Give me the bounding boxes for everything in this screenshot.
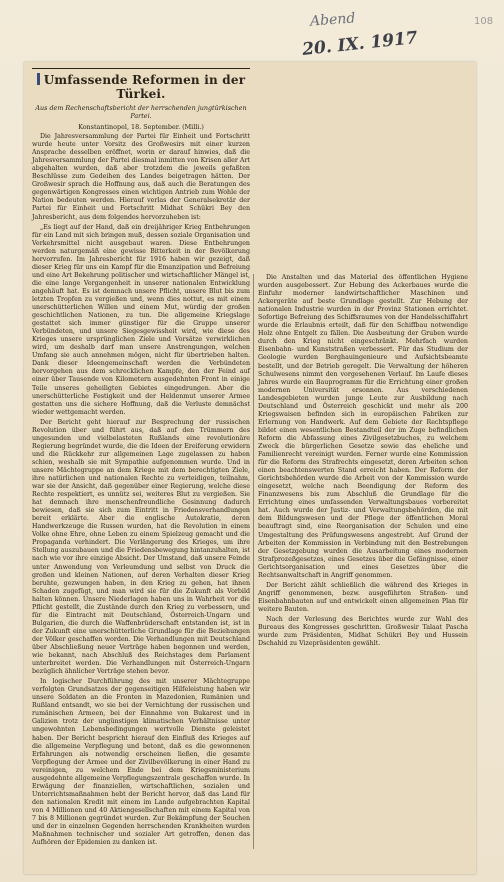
paragraph: „Es liegt auf der Hand, daß ein dreijähriger Krieg Entbehrungen für ein Land mit sich bringen muß, dessen soziale Organisation und Verkehrsmittel nicht ausgebaut waren. Diese Entbehrungen werden naturgemäß eine gewisse Bitterkeit in der Bevölkerung hervorrufen. Im Jahresbericht für 1916 haben wir gezeigt, daß dieser Krieg für uns ein Kampf für die Emanzipation und Befreiung und eine Art Bekehrung politischer und wirtschaftlicher Mängel ist, die eine lange Vergangenheit in unserer nationalen Entwicklung angehäuft hat. Es ist demnach unsere Pflicht, unsere Blut bis zum letzten Tropfen zu vergießen und, wenn dies nottut, es mit einem unerschütterlichen Willen und einem Mut, würdig der großen geschichtlichen Nationen, zu tun. Die allgemeine Kriegslage gestattet sich immer günstiger für die Gruppe unserer Verbündeten, und unsere Siegesgewissheit wird, wie diese des Krieges unsere ursprünglichen Ziele und Vorsätze verwirklichen wird, um deshalb darf man unsere Anstrengungen, welchen Umfang sie auch annehmen mögen, nicht für übertrieben halten. Dank dieser Ideengemeinschaft werden die Verbündeten hervorgehen aus dem schrecklichen Kampfe, den der Feind auf einer über Tausende von Kilometern ausgedehnten Front in einige Teile unseres geheiligten Gebietes eingedrungen. Aber die unerschütterliche Festigkeit und der Heldenmut unserer Armee gestatten uns die sichere Hoffnung, daß die Verluste demnächst wieder wettgemacht werden. bbox=[32, 223, 250, 416]
paragraph: Die Anstalten und das Material des öffentlichen Hygiene wurden ausgebessert. Zur Hebung des Ackerbaues wurde die Einfuhr moderner landwirtschaftlicher Maschinen und Ackergeräte auf beste Grundlage gestellt. Zur Hebung der nationalen Industrie wurden in der Provinz Stationen errichtet. Sofortige Befreiung des Schiffsraumes von der Handelsschiffahrt wurde die Erlaubnis erteilt, daß für den Schiffbau notwendige Holz ohne Entgelt zu fällen. Die Ausbeutung der Gruben wurde durch den Krieg nicht eingeschränkt. Mehrfach wurden Eisenbahn- und Kunststraßen verbessert. Für das Studium der Geologie wurden Berghauingenieure und Aufsichtsbeamte bestellt, und der Betrieb geregelt. Die Verwaltung der höheren Schulwesens nimmt den vorgesehenen Verlauf. Im Laufe dieses Jahres wurde ein Bauprogramm für die Errichtung einer großen modernen Universität ersonnen. Aus verschiedenen Landesgebieten wurden junge Leute zur Ausbildung nach Deutschland und Österreich geschickt und mehr als 200 Kriegswaisen befinden sich in europäischen Fabriken zur Erlernung von Handwerk. Auf dem Gebiete der Rechtspflege bildet einen wesentlichen Bestandteil der im Zuge befindlichen Reform die Abfassung eines Zivilgesetzbuches, zu welchem Zweck die bürgerlichen Gesetze sowie das eheliche und Familienrecht vereinigt wurden. Ferner wurde eine Kommission für die Reform des Strafrechts eingesetzt, deren Arbeiten schon einen beachtenswerten Stand erreicht haben. Der Reform der Gerichtsbehörden wurde die Arbeit von der Kommission wurde eingesetzt, welche nach Beendigung der Reform des Finanzwesens bis zum Abschluß die Grundlage für die Errichtung eines umfassenden Verwaltungsbaues vorbereitet hat. Auch wurde der Justiz- und Verwaltungsbehörden, die mit dem Bildungswesen und der Pflege der öffentlichen Moral beauftragt sind, eine Reorganisation der Schulen und eine Umgestaltung des Prüfungswesens angestrebt. Auf Grund der Arbeiten der Kommission in Verbindung mit den Bestrebungen der Gesetzgebung wurden die Ausarbeitung eines modernen Strafprozeßgesetzes, eines Gesetzes über die Gefängnisse, einer Gerichtsorganisation und eines Gesetzes über die Rechtsanwaltschaft in Angriff genommen. bbox=[258, 274, 468, 579]
handwritten-date: 20. IX. 1917 bbox=[301, 28, 419, 60]
page-number: 108 bbox=[474, 16, 494, 27]
column-divider bbox=[253, 274, 254, 849]
top-rule bbox=[32, 68, 250, 69]
paragraph: Die Jahresversammlung der Partei für Einheit und Fortschritt wurde heute unter Vorsitz des Großwesirs mit einer kurzen Ansprache desselben eröffnet, worin er darauf hinwies, daß die Jahresversammlung der Partei diesmal inmitten von Krisen aller Art abgehalten wurden, daß aber trotzdem die jeweils gefaßten Beschlüsse zum Gedeihen des Landes beigetragen hätten. Der Großwesir sprach die Hoffnung aus, daß auch die Beratungen des gegenwärtigen Kongresses einen wichtigen Antrieb zum Wohle der Nation bedeuten werden. Hierauf verlas der Generalsekretär der Partei für Einheit und Fortschritt Midhat Schükri Bey den Jahresbericht, aus dem folgendes hervorzuheben ist: bbox=[32, 133, 250, 221]
headline-text: Umfassende Reformen in der Türkei. bbox=[43, 73, 246, 101]
headline-marker-icon bbox=[37, 73, 40, 85]
paragraph: Der Bericht zählt schließlich die während des Krieges in Angriff genommenen, bezw. ausgeführten Straßen- und Eisenbahnbauten auf und entwickelt einen allgemeinen Plan für weitere Bauten. bbox=[258, 581, 468, 613]
article-column-right bbox=[258, 274, 468, 650]
article-headline bbox=[32, 73, 250, 101]
handwritten-stamp: Abend bbox=[309, 10, 356, 30]
paragraph: In logischer Durchführung des mit unserer Mächtegruppe verfolgten Grundsatzes der gegenseitigen Hilfeleistung haben wir unsere Soldaten an die Fronten in Mazedonien, Rumänien und Rußland entsandt, wo sie bei der Vernichtung der russischen und rumänischen Armeen, bei der Einnahme von Bukarest und in Galizien trotz der ungünstigen klimatischen Verhältnisse unter ungewohnten Lebensbedingungen wertvolle Dienste geleistet haben. Der Bericht bespricht hierauf den Einfluß des Krieges auf die allgemeine Verpflegung und betont, daß es die gewonnenen Erfahrungen als notwendig erscheinen ließen, die gesamte Verpflegung der Armee und der Zivilbevölkerung in einer Hand zu vereinigen, zu welchem Ende bei dem Kriegsministerium ausgedehnte allgemeine Verpflegungszentrale geschaffen wurde. In Erwägung der finanziellen, wirtschaftlichen, sozialen und Unterrichtsmaßnahmen hebt der Bericht hervor, daß das Land für den nationalen Kredit mit einem im Lande aufgebrachten Kapital von 4 Millionen und 40 Aktiengesellschaften mit einem Kapital von 7 bis 8 Millionen gegründet wurden. Zur Bekämpfung der Seuchen und der in einzelnen Gegenden herrschenden Krankheiten wurden Maßnahmen technischer und sozialer Art getroffen, denen das Aufhören der Epidemien zu danken ist. bbox=[32, 678, 250, 847]
article-column-left bbox=[32, 68, 250, 849]
newspaper-clipping bbox=[24, 62, 476, 874]
article-subhead: Aus dem Rechenschaftsbericht der herrschenden jungtürkischen Partei. bbox=[35, 104, 247, 120]
paragraph: Nach der Verlesung des Berichtes wurde zur Wahl des Bureaus des Kongresses geschritten. Großwesir Talaat Pascha wurde zum Präsidenten, Midhat Schükri Bey und Hussein Dschahid zu Vizepräsidenten gewählt. bbox=[258, 615, 468, 648]
paragraph: Der Bericht geht hierauf zur Besprechung der russischen Revolution über und führt aus, daß auf den Trümmern des ungesunden und vielbelasteten Rußlands eine revolutionäre Regierung begründet wurde, die die Ideen der Ereiferung erwidern und die Rückkehr zur allgemeinen Lage zugelassen zu haben schien, weshalb sie mit Sympathie aufgenommen wurde. Und in unsere Mächtegruppe an dem Kriege mit dem berechtigten Ziele, ihre natürlichen und nationalen Rechte zu verteidigen, teilnahm, war sie der Ansicht, daß gegenüber einer Regierung, welche diese Rechte respektiert, es unnütz sei, weiteres Blut zu vergießen. Sie hat demnach ihre menschenfreundliche Gesinnung dadurch bewiesen, daß sie sich zum Eintritt in Friedensverhandlungen bereit erklärte. Aber die englische Autokratie, deren Handwerkzeuge die Russen wurden, hat die Revolution in einem Volke ohne Ehre, ohne Leben zu einem Spielzeug gemacht und die Propaganda verhindert. Die Verlängerung des Krieges, um ihre Stellung auszubauen und die Friedensbewegung hintanzuhalten, ist nach wie vor ihre einzige Absicht. Der Umstand, daß unsere Feinde unter Anwendung von Verleumdung und selbst von Druck die großen und kleinen Nationen, auf deren Verhalten dieser Krieg beruhte, gezwungen haben, in den Krieg zu gehen, hat ihnen Schaden zugefügt, und man wird sie für die Zukunft als Vorbild halten können. Unsere Niederlagen haben uns in Wahrheit vor die Pflicht gestellt, die Zustände durch den Krieg zu verbessern, und für die Eintracht mit Deutschland, Österreich-Ungarn und Bulgarien, die durch die Waffenbrüderschaft entstanden ist, ist in der Zukunft eine unerschütterliche Grundlage für die Beziehungen der Völker geschaffen worden. Die Verhandlungen mit Deutschland über Abschließung neuer Verträge haben begonnen und werden, wie bekannt, nach Abschluß des Reichstages dem Parlament unterbreitet werden. Die Verhandlungen mit Österreich-Ungarn bezüglich ähnlicher Verträge stehen bevor. bbox=[32, 418, 250, 676]
article-dateline: Konstantinopel, 18. September. (Milli.) bbox=[78, 123, 204, 131]
